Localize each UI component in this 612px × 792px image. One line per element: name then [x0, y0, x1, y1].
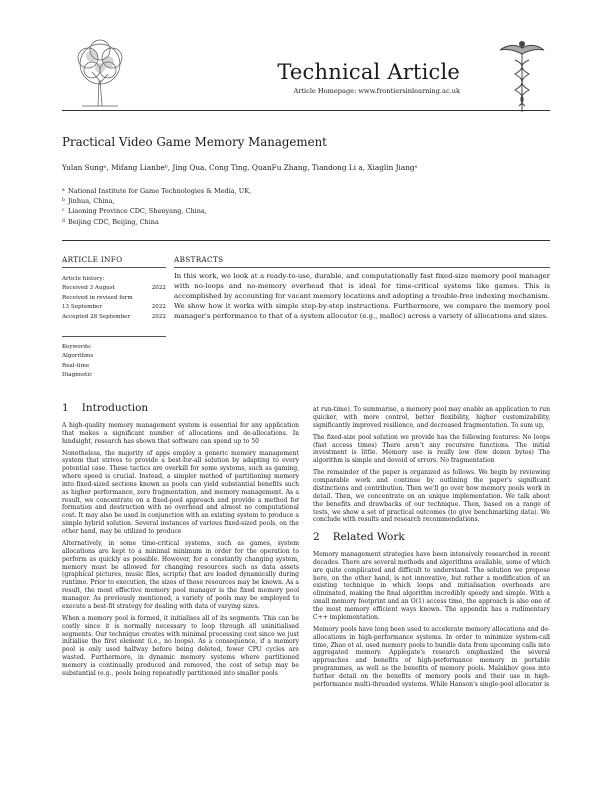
paper-title: Practical Video Game Memory Management — [62, 135, 327, 149]
journal-title: Technical Article — [277, 60, 460, 84]
journal-homepage — [150, 87, 460, 95]
keyword-item: Real-time — [62, 362, 90, 369]
keywords-rule — [62, 336, 166, 337]
affiliation-d: d Beijing CDC, Beijing, China — [62, 217, 159, 226]
history-revised: Received in revised form — [62, 294, 133, 301]
caduceus-logo-icon — [497, 36, 547, 114]
keywords — [62, 343, 166, 381]
article-info-heading: ARTICLE INFO — [62, 255, 123, 264]
body-column-left — [62, 402, 299, 682]
paragraph: A high-quality memory management system is essential for any application that makes a significant number of allocations and de-allocations. In hindsight, research has shown that software can spend up to 50 — [62, 421, 299, 445]
homepage-link[interactable]: www.frontiersinlearning.ac.uk — [358, 87, 460, 95]
section-heading-related-work: 2 Related Work — [313, 531, 405, 544]
paragraph: The fixed-size pool solution we provide has the following features: No loops (fast access times) There aren't any recursive functions. The initial investment is little. Memory use is really low (few dozen bytes) The algorithm is simple and devoid of errors. No fragmentation — [313, 433, 550, 465]
paragraph: at run-time). To summarise, a memory pool may enable an application to run quicker, with more control, better flexibility, higher customizability, significantly improved resilience, and decreased fragmentation. To sum up, — [313, 406, 550, 429]
body-column-right — [313, 406, 550, 693]
tree-logo-icon — [62, 36, 138, 112]
affiliation-list — [62, 186, 251, 227]
author-list: Yulan Sungᵃ, Mifang Lianbeᵇ, Jing Qua, Cong Ting, QuanFu Zhang, Tiandong Li a, Xiaglin Jiangᵃ — [62, 163, 418, 172]
paragraph: Memory pools have long been used to accelerate memory allocations and de-allocations in high-performance systems. In order to minimize system-call time, Zhao et al. used memory pools to bundle data from upcoming calls into aggregated memory. Applegate's research emphasized the several approaches and benefits of high-performance memory in portable programmes, as well as the benefits of memory pools. Malakhov goes into further detail on the benefits of memory pools and their use in high-performance multi-threaded systems. While Hanson's single-pool allocator is — [313, 625, 550, 688]
keyword-item: Algorithms — [62, 353, 94, 360]
paragraph: When a memory pool is formed, it initialises all of its segments. This can be costly since it is normally necessary to loop through all uninitialised segments. Our technique creates with minimal processing cost since we just initialise the first element (i.e., no loops). As a consequence, if a memory pool is only used halfway before being deleted, fewer CPU cycles are wasted. Furthermore, in dynamic memory systems where partitioned memory is continually produced and removed, the cost of setup may be substantial (e.g., pools being repeatedly partitioned into smaller pools — [62, 614, 299, 677]
section-heading-introduction: 1 Introduction — [62, 402, 149, 414]
history-accepted: Accepted 28 September 2022 — [62, 313, 166, 320]
history-label: Article history: — [62, 276, 105, 282]
abstract-text: In this work, we look at a ready-to-use, durable, and computationally fast fixed-size memory pool manager with no-loops and no-memory overhead that is ideal for time-critical systems like games. This is accomplished by accounting for vacant memory locations and adopting a trouble-free indexing mechanism. We show how it works with simple step-by-step instructions. Furthermore, we compare the memory pool manager's performance to that of a system allocator (e.g., malloc) across a variety of allocations and sizes. — [174, 272, 550, 320]
header-rule — [62, 110, 550, 111]
affiliation-a: a National Institute for Game Technologies & Media, UK, — [62, 187, 252, 195]
paragraph: The remainder of the paper is organized as follows. We begin by reviewing comparable work and continue by outlining the paper's significant distinctions and contribution. Then we'll go over how memory pools work in detail. Then, we concentrate on an unique implementation. We talk about the benefits and drawbacks of our technique. Then, based on a range of tests, we show a set of practical outcomes (to give benchmarking data). We conclude with results and research recommendations. — [313, 469, 550, 524]
abstract-heading: ABSTRACTS — [174, 255, 224, 264]
info-rule — [62, 267, 166, 268]
article-history — [62, 275, 166, 322]
paragraph: Nonetheless, the majority of apps employ a generic memory management system that strives to provide a best-for-all solution by adapting to every potential case. These tactics are overkill for some systems, such as gaming, where speed is crucial. Instead, a simpler method of partitioning memory into fixed-sized sections known as pools can yield substantial benefits such as higher performance, zero fragmentation, and memory management. As a result, we concentrate on a fixed-pool approach and provide a method for formation and destruction with no overhead and almost no computational cost. It may also be used in conjunction with an existing system to produce a simple hybrid solution. Several instances of various fixed-sized pools, on the other hand, may be utilized to produce — [62, 449, 299, 535]
section-rule — [62, 240, 550, 241]
paragraph: Memory management strategies have been intensively researched in recent decades. There are several methods and algorithms available, some of which are quite complicated and difficult to understand. The solution we propose here, on the other hand, is not innovative, but rather a modification of an existing technique in which loops and initialisation overheads are eliminated, making the final algorithm incredibly speedy and simple. With a small memory footprint and an O(1) access time, the approach is also one of the most memory efficient ways known. The appendix has a rudimentary C++ implementation. — [313, 551, 550, 621]
keywords-label: Keywords: — [62, 344, 92, 350]
history-received: Received 3 August 2022 — [62, 285, 166, 292]
affiliation-b: b Jinhua, China, — [62, 197, 115, 206]
keyword-item: Diagnostic — [62, 372, 93, 379]
paragraph: Alternatively, in some time-critical systems, such as games, system allocations are kept to a minimal minimum in order for the operation to perform as quickly as possible. However, for a constantly changing system, memory must be allowed for changing resources such as data assets (graphical pictures, music files, scripts) that are loaded dynamically during runtime. Prior to execution, the sizes of these resources may be known. As a result, the most effective memory pool manager is the fixed memory pool manager. As previously mentioned, a variety of pools may be employed to execute a best-fit strategy for dealing with data of varying sizes. — [62, 540, 299, 610]
homepage-label: Article Homepage: — [293, 87, 357, 95]
history-revised-date: 13 September 2022 — [62, 304, 166, 311]
abstract-rule — [174, 267, 550, 268]
affiliation-c: c Liaoning Province CDC, Shenyang, China, — [62, 207, 207, 216]
